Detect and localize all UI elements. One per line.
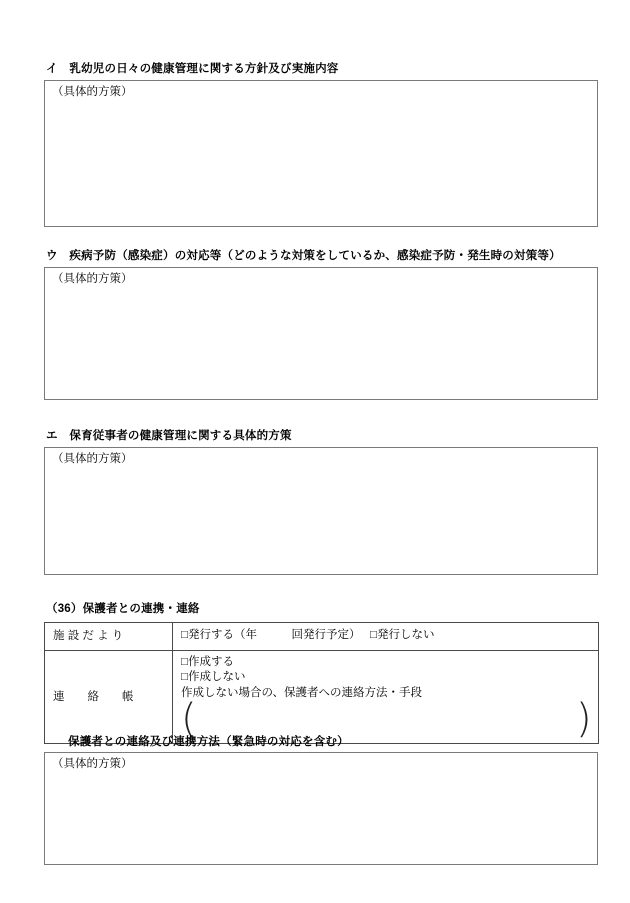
contact-method-write-in[interactable] (181, 696, 592, 743)
answer-box-contact-method-label: （具体的方策） (52, 758, 133, 770)
row-label-facility-newsletter (45, 623, 173, 651)
checkbox-create[interactable]: □ (181, 655, 188, 668)
row-body-contact-book (173, 651, 599, 744)
answer-box-e[interactable] (44, 447, 598, 575)
bracket-left-icon: ( (181, 696, 197, 743)
checkbox-not-create-label: 作成しない (187, 671, 246, 684)
option-group-newsletter (181, 628, 592, 644)
row-body-facility-newsletter (173, 623, 599, 651)
table-row (45, 651, 599, 744)
bracket-right-icon: ) (576, 696, 592, 743)
option-line-create (181, 655, 592, 671)
answer-box-u[interactable] (44, 267, 598, 400)
checkbox-create-label: 作成する (187, 655, 234, 668)
item36-subsection-heading: 保護者との連絡及び連携方法（緊急時の対応を含む） (68, 736, 349, 748)
item36-heading: （36）保護者との連携・連絡 (46, 603, 200, 615)
row-label-facility-newsletter-text: 施 設 だ よ り (53, 630, 124, 642)
checkbox-not-issue-label: 発行しない (377, 629, 435, 642)
row-label-contact-book-text: 連 絡 帳 (53, 690, 134, 703)
item36-table (44, 622, 599, 744)
answer-box-e-label: （具体的方策） (52, 453, 133, 465)
option-line-not-create (181, 670, 592, 686)
row-label-contact-book (45, 651, 173, 744)
answer-box-contact-method[interactable] (44, 752, 598, 865)
checkbox-issue-label: 発行する（年 回発行予定） (187, 629, 361, 642)
section-heading-u: ウ 疾病予防（感染症）の対応等（どのような対策をしているか、感染症予防・発生時の対策等） (46, 250, 561, 262)
contact-method-note: 作成しない場合の、保護者への連絡方法・手段 (181, 686, 423, 699)
section-heading-e: エ 保育従事者の健康管理に関する具体的方策 (46, 430, 292, 442)
checkbox-issue[interactable]: □ (181, 629, 188, 642)
answer-box-i[interactable] (44, 80, 598, 227)
checkbox-not-create[interactable]: □ (181, 671, 188, 684)
answer-box-i-label: （具体的方策） (52, 86, 133, 98)
answer-box-u-label: （具体的方策） (52, 273, 133, 285)
table-row (45, 623, 599, 651)
checkbox-not-issue[interactable]: □ (370, 629, 377, 642)
option-spacer (360, 629, 370, 641)
section-heading-i: イ 乳幼児の日々の健康管理に関する方針及び実施内容 (46, 63, 339, 75)
